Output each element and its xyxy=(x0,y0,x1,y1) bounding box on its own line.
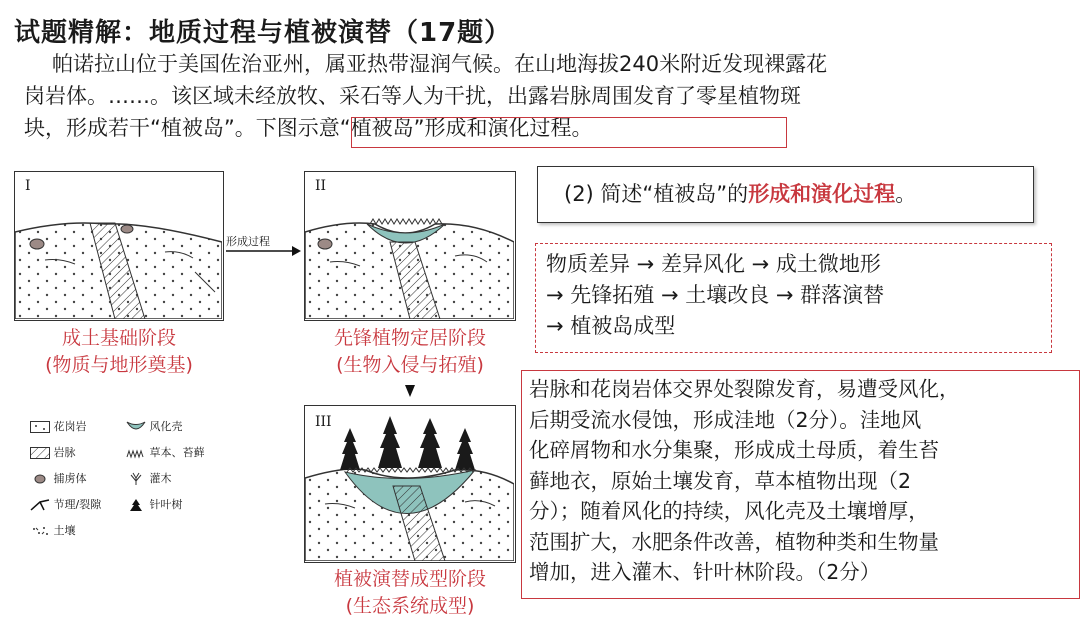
legend-item-soil xyxy=(30,522,76,538)
legend-item-dike xyxy=(30,444,76,460)
granite-swatch-icon xyxy=(30,421,50,433)
legend-item-xenolith xyxy=(30,470,87,486)
panel-number: III xyxy=(315,414,332,430)
soil-icon xyxy=(30,525,50,537)
down-arrow-icon xyxy=(404,384,416,398)
legend-label: 节理/裂隙 xyxy=(53,498,102,511)
chain-line: → 植被岛成型 xyxy=(546,314,676,338)
stage-sub: (生态系统成型) xyxy=(345,595,475,617)
diagram-panel-iii xyxy=(304,405,516,563)
panel-iii-drawing xyxy=(305,406,514,561)
answer-line: 藓地衣，原始土壤发育，草本植物出现（2 xyxy=(529,468,912,493)
diagram-panel-i xyxy=(14,171,224,321)
question-box xyxy=(537,166,1034,223)
arrow-label: 形成过程 xyxy=(226,235,270,248)
answer-line: 化碎屑物和水分集聚，形成成土母质，着生苔 xyxy=(529,438,939,462)
legend-label: 岩脉 xyxy=(53,446,76,459)
answer-line: 分）；随着风化的持续，风化壳及土壤增厚， xyxy=(529,499,929,523)
stage-label-iii xyxy=(300,566,520,620)
highlight-box xyxy=(351,117,787,148)
question-prefix: (2) 简述“植被岛”的 xyxy=(564,182,749,206)
legend-item-grass-moss xyxy=(126,444,205,460)
answer-line: 增加，进入灌木、针叶林阶段。（2分） xyxy=(529,560,881,584)
page-title: 试题精解：地质过程与植被演替（17题） xyxy=(14,18,512,48)
stage-sub: (物质与地形奠基) xyxy=(45,354,193,376)
stage-label-ii xyxy=(300,325,520,379)
answer-line: 岩脉和花岗岩体交界处裂隙发育，易遭受风化， xyxy=(529,377,960,401)
intro-line: 岗岩体。……。该区域未经放牧、采石等人为干扰，出露岩脉周围发育了零星植物斑 xyxy=(24,84,801,108)
legend-label: 土壤 xyxy=(53,524,76,537)
stage-name: 成土基础阶段 xyxy=(61,327,176,349)
weathering-crust-swatch-icon xyxy=(126,420,146,434)
legend-label: 针叶树 xyxy=(149,498,183,511)
chain-line: → 先锋拓殖 → 土壤改良 → 群落演替 xyxy=(546,283,885,307)
diagram-panel-ii xyxy=(304,171,516,321)
legend-label: 草本、苔藓 xyxy=(149,446,205,459)
dike-swatch-icon xyxy=(30,447,50,459)
panel-i-drawing xyxy=(15,172,222,319)
legend-item-weathering-crust xyxy=(126,418,183,434)
shrub-icon xyxy=(126,472,146,486)
grass-moss-icon xyxy=(126,447,146,459)
legend-label: 花岗岩 xyxy=(53,420,87,433)
legend-item-granite xyxy=(30,418,87,434)
panel-ii-drawing xyxy=(305,172,514,319)
legend-item-joint xyxy=(30,496,101,512)
legend xyxy=(30,418,290,538)
panel-number: I xyxy=(25,178,31,194)
legend-label: 风化壳 xyxy=(149,420,183,433)
intro-line: 块，形成若干“植被岛”。下图示意“植被岛”形成和演化过程。 xyxy=(24,116,593,140)
chain-line: 物质差异 → 差异风化 → 成土微地形 xyxy=(546,252,881,276)
stage-sub: (生物入侵与拓殖) xyxy=(336,354,484,376)
legend-item-shrub xyxy=(126,470,172,486)
legend-item-conifer xyxy=(126,496,183,512)
intro-line: 帕诺拉山位于美国佐治亚州，属亚热带湿润气候。在山地海拔240米附近发现裸露花 xyxy=(52,52,828,76)
joint-icon xyxy=(30,498,50,512)
answer-box xyxy=(521,370,1080,599)
answer-line: 范围扩大，水肥条件改善，植物种类和生物量 xyxy=(529,529,939,554)
xenolith-icon xyxy=(30,473,50,485)
legend-label: 灌木 xyxy=(149,472,172,485)
answer-line: 后期受流水侵蚀，形成洼地（2分）。洼地风 xyxy=(529,407,922,432)
stage-name: 植被演替成型阶段 xyxy=(333,568,486,590)
stage-label-i xyxy=(14,325,224,379)
conifer-icon xyxy=(126,498,146,512)
panel-number: II xyxy=(315,178,327,194)
question-emphasis: 形成和演化过程 xyxy=(748,182,896,206)
process-arrow-icon xyxy=(224,245,302,257)
legend-label: 捕虏体 xyxy=(53,472,87,485)
question-suffix: 。 xyxy=(895,182,917,206)
stage-name: 先锋植物定居阶段 xyxy=(333,327,486,349)
reasoning-chain-box xyxy=(535,243,1052,353)
